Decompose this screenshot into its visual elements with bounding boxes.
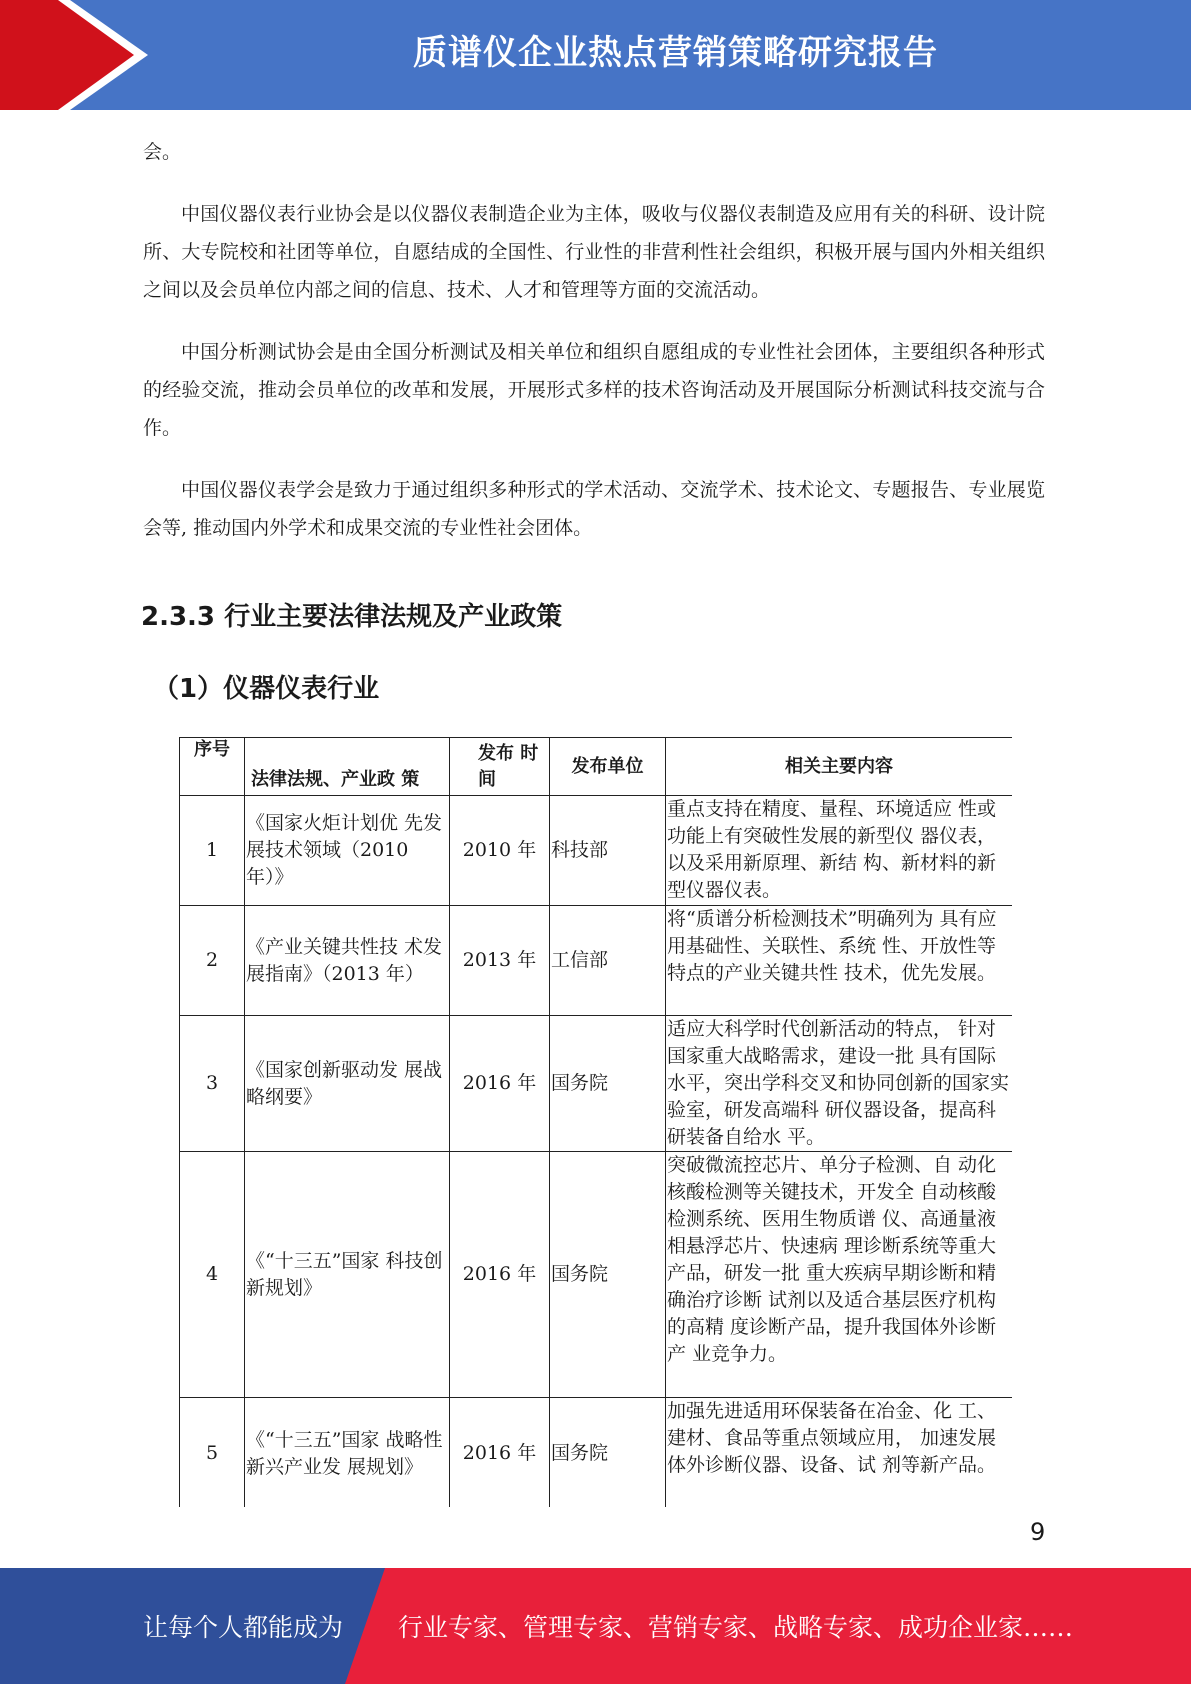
row-no: 2 bbox=[180, 906, 245, 1016]
table-row bbox=[180, 1398, 1013, 1508]
row-law: 《国家创新驱动发 展战略纲要》 bbox=[245, 1016, 450, 1152]
header-law: 法律法规、产业政 策 bbox=[245, 738, 450, 796]
row-no: 5 bbox=[180, 1398, 245, 1508]
subsection-heading: （1）仪器仪表行业 bbox=[153, 674, 380, 704]
paragraph-instrument-association: 中国仪器仪表行业协会是以仪器仪表制造企业为主体，吸收与仪器仪表制造及应用有关的科研、设计院所、大专院校和社团等单位，自愿结成的全国性、行业性的非营利性社会组织，积极开展与国内外相关组织之间以及会员单位内部之间的信息、技术、人才和管理等方面的交流活动。 bbox=[143, 203, 1045, 301]
row-content: 加强先进适用环保装备在冶金、化 工、建材、食品等重点领域应用， 加速发展体外诊断仪器、设备、试 剂等新产品。 bbox=[666, 1398, 1013, 1508]
paragraph-instrument-society: 中国仪器仪表学会是致力于通过组织多种形式的学术活动、交流学术、技术论文、专题报告、专业展览会等, 推动国内外学术和成果交流的专业性社会团体。 bbox=[143, 479, 1045, 539]
row-content: 重点支持在精度、量程、环境适应 性或功能上有突破性发展的新型仪 器仪表，以及采用新原理、新结 构、新材料的新型仪器仪表。 bbox=[666, 796, 1013, 906]
row-law: 《产业关键共性技 术发展指南》（2013 年） bbox=[245, 906, 450, 1016]
table-row bbox=[180, 1152, 1013, 1398]
row-no: 1 bbox=[180, 796, 245, 906]
page-footer bbox=[0, 1568, 1191, 1684]
paragraph-continuation: 会。 bbox=[143, 141, 182, 163]
footer-slogan-right: 行业专家、管理专家、营销专家、战略专家、成功企业家…… bbox=[398, 1613, 1074, 1642]
row-time: 2016 年 bbox=[450, 1016, 550, 1152]
row-unit: 国务院 bbox=[550, 1016, 666, 1152]
table-row bbox=[180, 796, 1013, 906]
footer-slogan-left: 让每个人都能成为 bbox=[143, 1613, 344, 1642]
row-time: 2016 年 bbox=[450, 1152, 550, 1398]
header-content: 相关主要内容 bbox=[666, 738, 1013, 796]
header-unit: 发布单位 bbox=[550, 738, 666, 796]
policy-table-wrapper bbox=[179, 737, 1012, 1507]
row-unit: 国务院 bbox=[550, 1398, 666, 1508]
table-row bbox=[180, 1016, 1013, 1152]
row-no: 4 bbox=[180, 1152, 245, 1398]
row-law: 《“十三五”国家 科技创新规划》 bbox=[245, 1152, 450, 1398]
header-chevron-icon bbox=[0, 0, 160, 110]
report-title: 质谱仪企业热点营销策略研究报告 bbox=[413, 33, 938, 73]
header-time: 发布 时间 bbox=[450, 738, 550, 796]
paragraph-analysis-association: 中国分析测试协会是由全国分析测试及相关单位和组织自愿组成的专业性社会团体，主要组织各种形式的经验交流，推动会员单位的改革和发展，开展形式多样的技术咨询活动及开展国际分析测试科技交流与合作。 bbox=[143, 341, 1045, 439]
section-heading: 2.3.3 行业主要法律法规及产业政策 bbox=[141, 602, 563, 632]
row-law: 《“十三五”国家 战略性新兴产业发 展规划》 bbox=[245, 1398, 450, 1508]
row-content: 适应大科学时代创新活动的特点， 针对国家重大战略需求，建设一批 具有国际水平，突出学科交叉和协同创新的国家实验室，研发高端科 研仪器设备，提高科研装备自给水 平。 bbox=[666, 1016, 1013, 1152]
row-time: 2010 年 bbox=[450, 796, 550, 906]
row-time: 2013 年 bbox=[450, 906, 550, 1016]
row-content: 将“质谱分析检测技术”明确列为 具有应用基础性、关联性、系统 性、开放性等特点的产业关键共性 技术，优先发展。 bbox=[666, 906, 1013, 1016]
row-law: 《国家火炬计划优 先发展技术领域（2010 年）》 bbox=[245, 796, 450, 906]
row-time: 2016 年 bbox=[450, 1398, 550, 1508]
page-header bbox=[0, 0, 1191, 110]
body-text bbox=[143, 133, 1045, 547]
policy-table bbox=[179, 737, 1012, 1507]
row-unit: 国务院 bbox=[550, 1152, 666, 1398]
table-header-row bbox=[180, 738, 1013, 796]
table-row bbox=[180, 906, 1013, 1016]
row-unit: 科技部 bbox=[550, 796, 666, 906]
page-number: 9 bbox=[1030, 1518, 1046, 1546]
row-content: 突破微流控芯片、单分子检测、自 动化核酸检测等关键技术，开发全 自动核酸检测系统、医用生物质谱 仪、高通量液相悬浮芯片、快速病 理诊断系统等重大产品，研发一批 重大疾病早期诊断和精确治疗诊断 试剂以及适合基层医疗机构的高精 度诊断产品，提升我国体外诊断产 业竞争力。 bbox=[666, 1152, 1013, 1398]
row-unit: 工信部 bbox=[550, 906, 666, 1016]
row-no: 3 bbox=[180, 1016, 245, 1152]
header-no: 序号 bbox=[180, 738, 245, 796]
